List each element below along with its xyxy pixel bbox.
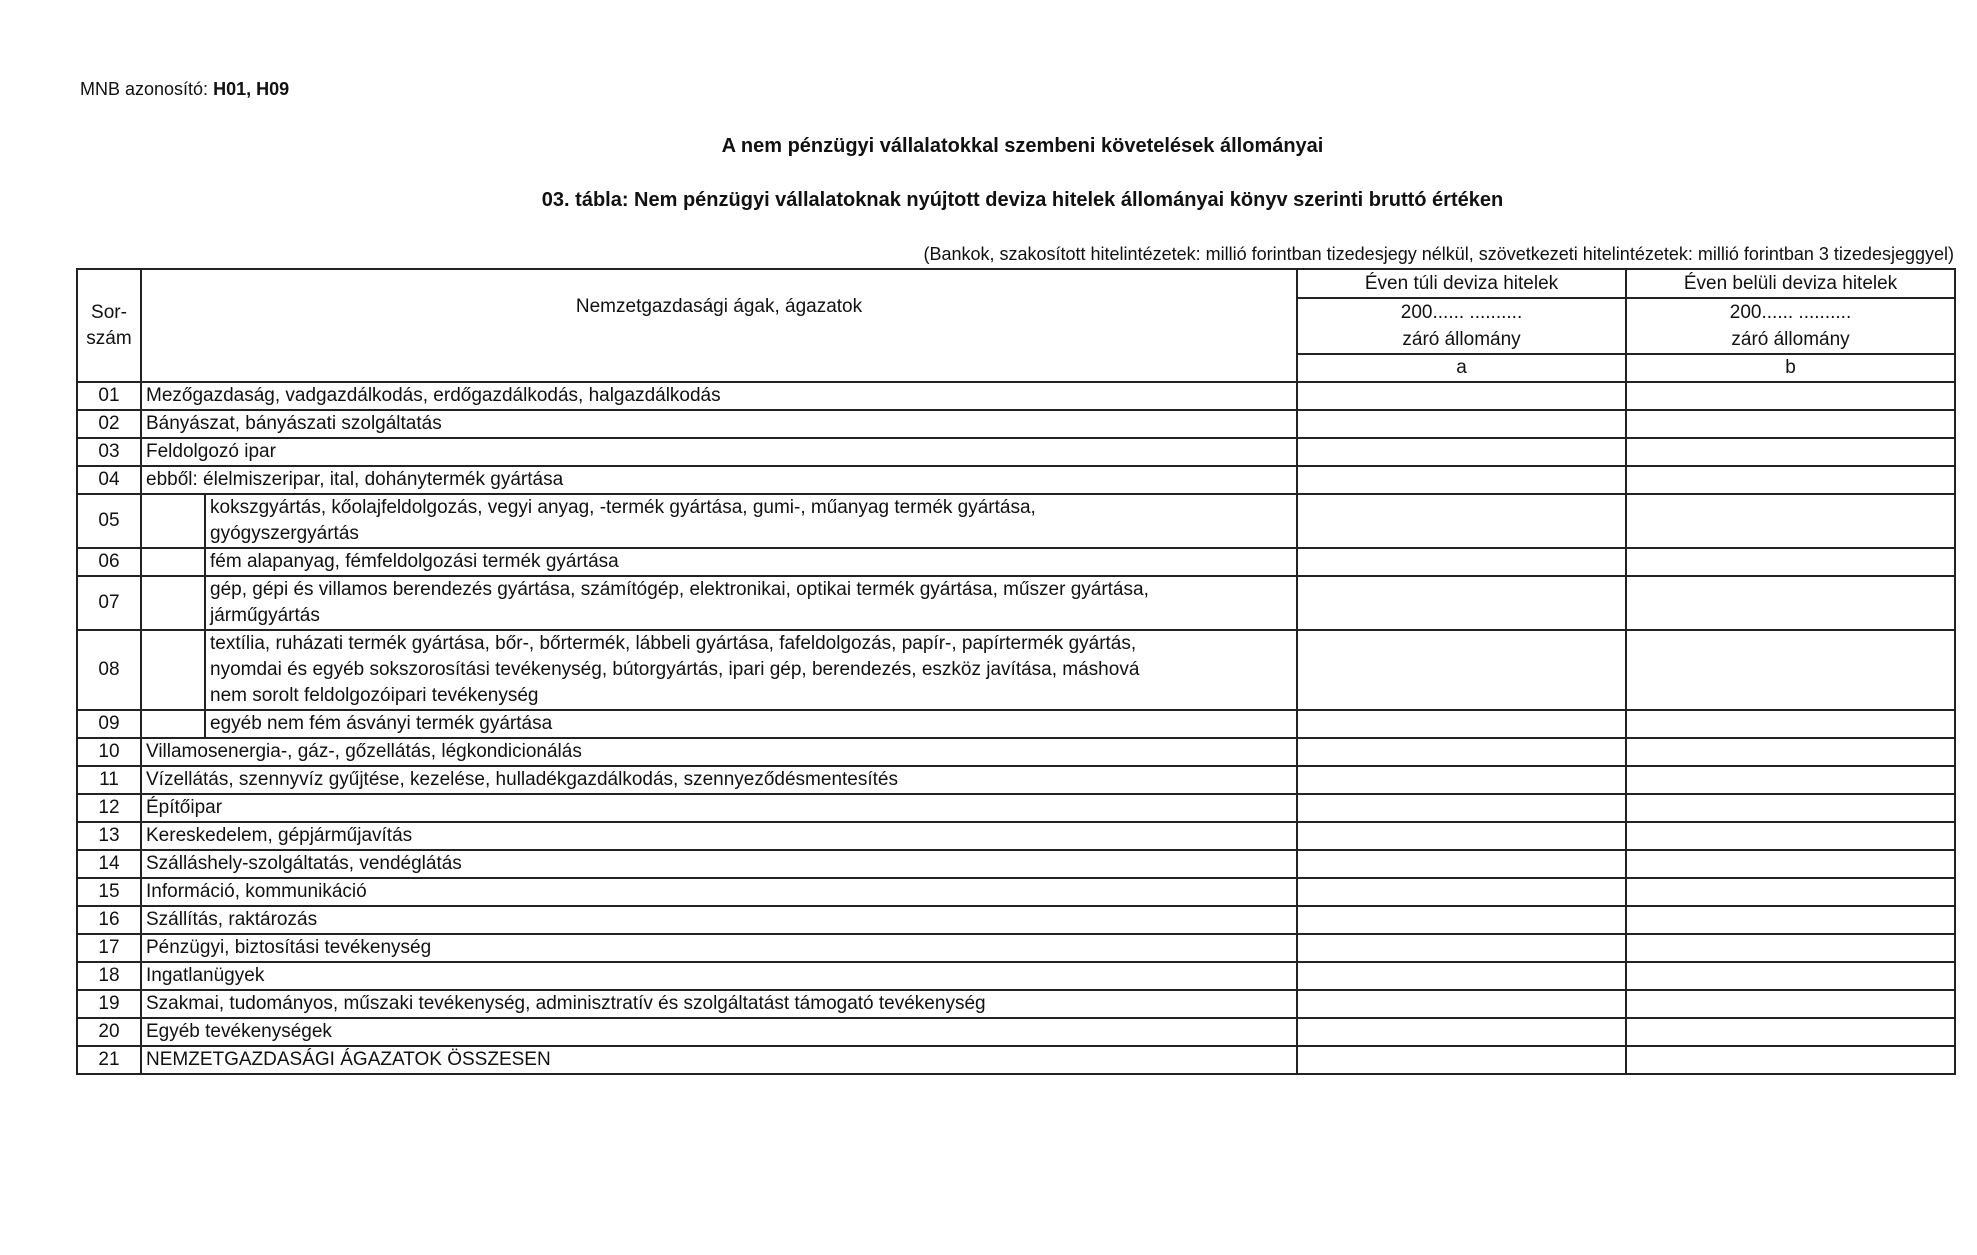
- row-number: 03: [77, 438, 141, 466]
- row-label-line: textília, ruházati termék gyártása, bőr-, bőrtermék, lábbeli gyártása, fafeldolgozás, papír-, papírtermék gyártás,: [210, 633, 1137, 654]
- cell-b[interactable]: [1626, 990, 1955, 1018]
- row-number: 14: [77, 850, 141, 878]
- row-number: 12: [77, 794, 141, 822]
- row-label: Bányászat, bányászati szolgáltatás: [141, 410, 1297, 438]
- row-indent: [141, 576, 205, 630]
- row-number: 11: [77, 766, 141, 794]
- row-label: Egyéb tevékenységek: [141, 1018, 1297, 1046]
- row-label-line: gyógyszergyártás: [210, 523, 359, 544]
- row-label: Pénzügyi, biztosítási tevékenység: [141, 934, 1297, 962]
- row-number: 01: [77, 382, 141, 410]
- row-number: 08: [77, 630, 141, 710]
- table-row: [77, 738, 1955, 766]
- row-indent: [141, 630, 205, 710]
- table-row: [77, 906, 1955, 934]
- row-number: 09: [77, 710, 141, 738]
- header-col-a-title: Éven túli deviza hitelek: [1297, 269, 1626, 298]
- table-row: [77, 710, 1955, 738]
- row-label: fém alapanyag, fémfeldolgozási termék gyártása: [205, 548, 1297, 576]
- header-row-1: [77, 269, 1955, 298]
- credit-table: [76, 268, 1956, 1075]
- mnb-identifier: [80, 79, 289, 100]
- table-row: [77, 878, 1955, 906]
- cell-a[interactable]: [1297, 794, 1626, 822]
- row-label: Feldolgozó ipar: [141, 438, 1297, 466]
- row-number: 02: [77, 410, 141, 438]
- cell-b[interactable]: [1626, 934, 1955, 962]
- cell-a[interactable]: [1297, 630, 1626, 710]
- table-row: [77, 822, 1955, 850]
- row-label: Szállítás, raktározás: [141, 906, 1297, 934]
- cell-a[interactable]: [1297, 438, 1626, 466]
- row-label: Építőipar: [141, 794, 1297, 822]
- row-label-line: gép, gépi és villamos berendezés gyártása, számítógép, elektronikai, optikai termék gyártása, műszer gyártása,: [210, 579, 1149, 600]
- cell-a[interactable]: [1297, 382, 1626, 410]
- table-row: [77, 934, 1955, 962]
- row-label-line: járműgyártás: [210, 605, 320, 626]
- cell-a[interactable]: [1297, 766, 1626, 794]
- table-row: [77, 990, 1955, 1018]
- unit-note: (Bankok, szakosított hitelintézetek: millió forintban tizedesjegy nélkül, szövetkezeti hitelintézetek: millió forintban 3 tizedesjeggyel): [923, 244, 1954, 264]
- row-label: Szakmai, tudományos, műszaki tevékenység, adminisztratív és szolgáltatást támogató tevékenység: [141, 990, 1297, 1018]
- header-col-a-letter: a: [1297, 354, 1626, 382]
- header-sorszam-line1: Sor-: [91, 301, 127, 323]
- cell-b[interactable]: [1626, 438, 1955, 466]
- cell-b[interactable]: [1626, 850, 1955, 878]
- row-label: [205, 630, 1297, 710]
- table-row: [77, 1018, 1955, 1046]
- row-number: 19: [77, 990, 141, 1018]
- cell-b[interactable]: [1626, 738, 1955, 766]
- cell-b[interactable]: [1626, 822, 1955, 850]
- cell-a[interactable]: [1297, 1046, 1626, 1074]
- row-indent: [141, 548, 205, 576]
- cell-b[interactable]: [1626, 878, 1955, 906]
- row-number: 20: [77, 1018, 141, 1046]
- table-row: [77, 850, 1955, 878]
- row-number: 15: [77, 878, 141, 906]
- row-number: 13: [77, 822, 141, 850]
- cell-a[interactable]: [1297, 738, 1626, 766]
- cell-a[interactable]: [1297, 576, 1626, 630]
- row-label: Szálláshely-szolgáltatás, vendéglátás: [141, 850, 1297, 878]
- cell-a[interactable]: [1297, 850, 1626, 878]
- cell-a[interactable]: [1297, 990, 1626, 1018]
- row-number: 04: [77, 466, 141, 494]
- cell-a[interactable]: [1297, 548, 1626, 576]
- cell-b[interactable]: [1626, 494, 1955, 548]
- cell-b[interactable]: [1626, 710, 1955, 738]
- row-label: Villamosenergia-, gáz-, gőzellátás, légkondicionálás: [141, 738, 1297, 766]
- header-col-b-title: Éven belüli deviza hitelek: [1626, 269, 1955, 298]
- row-number: 06: [77, 548, 141, 576]
- table-row: [77, 962, 1955, 990]
- table-row: [77, 410, 1955, 438]
- cell-a[interactable]: [1297, 710, 1626, 738]
- table-row: [77, 438, 1955, 466]
- row-label: ebből: élelmiszeripar, ital, dohánytermék gyártása: [141, 466, 1297, 494]
- cell-a[interactable]: [1297, 466, 1626, 494]
- header-col-a-year: 200...... ..........: [1297, 298, 1626, 326]
- row-number: 16: [77, 906, 141, 934]
- table-title: 03. tábla: Nem pénzügyi vállalatoknak nyújtott deviza hitelek állományai könyv szerinti bruttó értéken: [541, 189, 1504, 211]
- header-agak: Nemzetgazdasági ágak, ágazatok: [141, 269, 1297, 382]
- cell-b[interactable]: [1626, 410, 1955, 438]
- table-row: [77, 794, 1955, 822]
- cell-a[interactable]: [1297, 822, 1626, 850]
- header-col-a-zaro: záró állomány: [1297, 326, 1626, 354]
- header-sorszam-line2: szám: [86, 327, 132, 349]
- cell-b[interactable]: [1626, 962, 1955, 990]
- row-indent: [141, 494, 205, 548]
- mnb-label: MNB azonosító:: [80, 79, 209, 99]
- cell-b[interactable]: [1626, 906, 1955, 934]
- row-label-line: nem sorolt feldolgozóipari tevékenység: [210, 685, 539, 706]
- row-label-line: kokszgyártás, kőolajfeldolgozás, vegyi anyag, -termék gyártása, gumi-, műanyag termék gyártása,: [210, 497, 1036, 518]
- row-number: 10: [77, 738, 141, 766]
- row-label-line: nyomdai és egyéb sokszorosítási tevékenység, bútorgyártás, ipari gép, berendezés, eszköz javítása, máshová: [210, 659, 1140, 680]
- row-label: NEMZETGAZDASÁGI ÁGAZATOK ÖSSZESEN: [141, 1046, 1297, 1074]
- cell-a[interactable]: [1297, 934, 1626, 962]
- row-label: egyéb nem fém ásványi termék gyártása: [205, 710, 1297, 738]
- cell-a[interactable]: [1297, 962, 1626, 990]
- row-label: Vízellátás, szennyvíz gyűjtése, kezelése, hulladékgazdálkodás, szennyeződésmentesítés: [141, 766, 1297, 794]
- row-label: Ingatlanügyek: [141, 962, 1297, 990]
- table-row: [77, 1046, 1955, 1074]
- table-row: [77, 466, 1955, 494]
- row-number: 21: [77, 1046, 141, 1074]
- header-col-b-letter: b: [1626, 354, 1955, 382]
- cell-a[interactable]: [1297, 494, 1626, 548]
- cell-a[interactable]: [1297, 410, 1626, 438]
- cell-b[interactable]: [1626, 794, 1955, 822]
- header-col-b-year: 200...... ..........: [1626, 298, 1955, 326]
- cell-b[interactable]: [1626, 576, 1955, 630]
- cell-b[interactable]: [1626, 382, 1955, 410]
- cell-a[interactable]: [1297, 906, 1626, 934]
- table-row: [77, 382, 1955, 410]
- document-title: A nem pénzügyi vállalatokkal szembeni követelések állományai: [721, 135, 1324, 157]
- cell-b[interactable]: [1626, 766, 1955, 794]
- row-indent: [141, 710, 205, 738]
- row-label: Információ, kommunikáció: [141, 878, 1297, 906]
- cell-b[interactable]: [1626, 548, 1955, 576]
- header-col-b-zaro: záró állomány: [1626, 326, 1955, 354]
- row-label: Kereskedelem, gépjárműjavítás: [141, 822, 1297, 850]
- row-number: 18: [77, 962, 141, 990]
- cell-a[interactable]: [1297, 878, 1626, 906]
- header-sorszam: [77, 269, 141, 382]
- row-number: 17: [77, 934, 141, 962]
- table-row: [77, 766, 1955, 794]
- mnb-ids: H01, H09: [213, 79, 290, 99]
- row-label: [205, 576, 1297, 630]
- cell-b[interactable]: [1626, 466, 1955, 494]
- table-row: [77, 576, 1955, 630]
- row-label: [205, 494, 1297, 548]
- table-row: [77, 494, 1955, 548]
- row-label: Mezőgazdaság, vadgazdálkodás, erdőgazdálkodás, halgazdálkodás: [141, 382, 1297, 410]
- table-row: [77, 548, 1955, 576]
- cell-b[interactable]: [1626, 1046, 1955, 1074]
- row-number: 05: [77, 494, 141, 548]
- row-number: 07: [77, 576, 141, 630]
- cell-a[interactable]: [1297, 1018, 1626, 1046]
- cell-b[interactable]: [1626, 630, 1955, 710]
- table-row: [77, 630, 1955, 710]
- cell-b[interactable]: [1626, 1018, 1955, 1046]
